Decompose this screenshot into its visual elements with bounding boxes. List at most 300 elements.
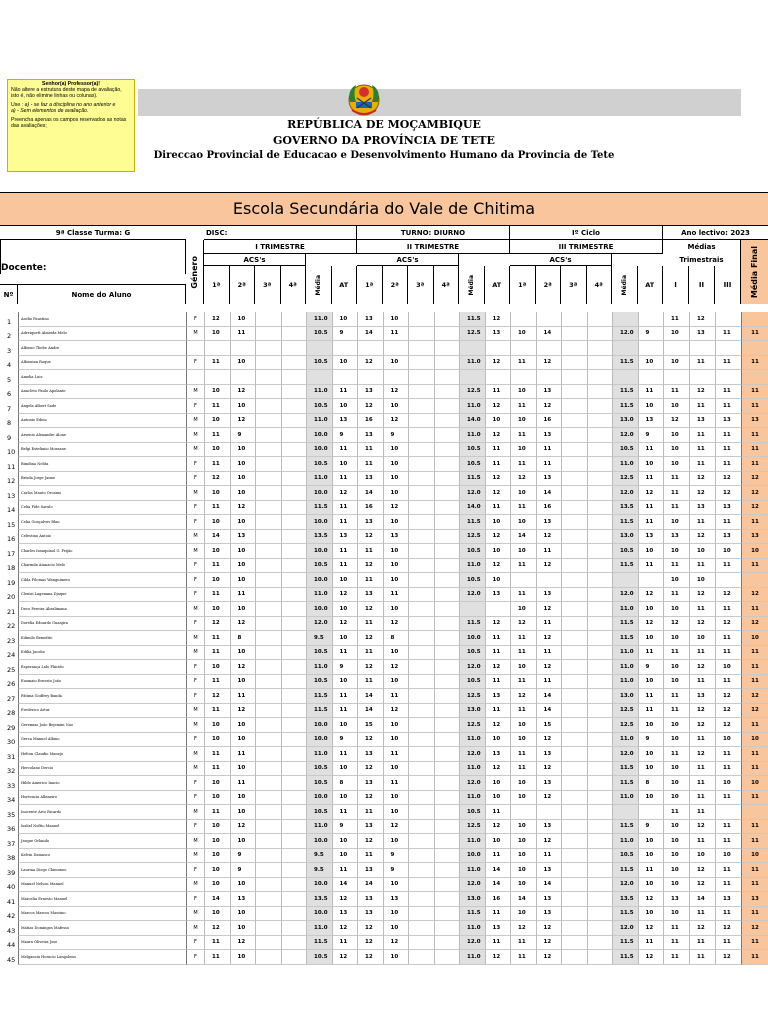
grade-t2-4[interactable]: 12.0 bbox=[459, 776, 485, 791]
grade-t2-4[interactable]: 11.0 bbox=[459, 921, 485, 936]
grade-t2-4[interactable] bbox=[459, 602, 485, 617]
grade-t2-0[interactable]: 11 bbox=[357, 573, 383, 588]
grade-t2-3[interactable] bbox=[434, 602, 460, 617]
grade-t3-0[interactable]: 10 bbox=[510, 718, 536, 733]
grade-t1-0[interactable]: 11 bbox=[204, 501, 230, 516]
grade-t3-0[interactable]: 11 bbox=[510, 631, 536, 646]
grade-t1-1[interactable]: 13 bbox=[230, 530, 256, 545]
grade-t2-4[interactable]: 12.0 bbox=[459, 878, 485, 893]
grade-t1-3[interactable] bbox=[281, 921, 307, 936]
grade-t3-5[interactable]: 9 bbox=[638, 820, 664, 835]
grade-t1-5[interactable]: 11 bbox=[332, 515, 358, 530]
grade-t3-3[interactable] bbox=[587, 820, 613, 835]
grade-t2-1[interactable]: 9 bbox=[383, 863, 409, 878]
grade-t1-0[interactable]: 11 bbox=[204, 457, 230, 472]
grade-t3-3[interactable] bbox=[587, 428, 613, 443]
grade-t1-5[interactable]: 10 bbox=[332, 834, 358, 849]
grade-t2-4[interactable]: 11.0 bbox=[459, 428, 485, 443]
grade-t2-0[interactable]: 11 bbox=[357, 443, 383, 458]
grade-t2-0[interactable]: 11 bbox=[357, 805, 383, 820]
grade-t3-0[interactable] bbox=[510, 370, 536, 385]
grade-t2-3[interactable] bbox=[434, 414, 460, 429]
grade-t3-2[interactable] bbox=[561, 631, 587, 646]
grade-t2-1[interactable]: 8 bbox=[383, 631, 409, 646]
grade-t2-1[interactable]: 10 bbox=[383, 791, 409, 806]
grade-t2-0[interactable]: 13 bbox=[357, 747, 383, 762]
grade-t3-3[interactable] bbox=[587, 907, 613, 922]
grade-t2-3[interactable] bbox=[434, 834, 460, 849]
grade-t2-4[interactable]: 11.0 bbox=[459, 356, 485, 371]
grade-t1-5[interactable]: 12 bbox=[332, 588, 358, 603]
grade-t1-5[interactable]: 11 bbox=[332, 559, 358, 574]
grade-t3-2[interactable] bbox=[561, 950, 587, 965]
grade-t2-3[interactable] bbox=[434, 805, 460, 820]
grade-t2-2[interactable] bbox=[408, 921, 434, 936]
grade-t2-0[interactable]: 16 bbox=[357, 414, 383, 429]
grade-t2-0[interactable]: 12 bbox=[357, 950, 383, 965]
grade-t1-5[interactable]: 11 bbox=[332, 805, 358, 820]
grade-t2-1[interactable]: 11 bbox=[383, 327, 409, 342]
grade-t1-5[interactable]: 10 bbox=[332, 849, 358, 864]
grade-t3-1[interactable] bbox=[536, 341, 562, 356]
grade-t2-0[interactable]: 14 bbox=[357, 486, 383, 501]
grade-t1-2[interactable] bbox=[255, 544, 281, 559]
grade-t1-4[interactable]: 11.5 bbox=[306, 704, 332, 719]
grade-t2-3[interactable] bbox=[434, 501, 460, 516]
grade-t2-1[interactable]: 10 bbox=[383, 573, 409, 588]
grade-t2-2[interactable] bbox=[408, 646, 434, 661]
grade-t3-5[interactable]: 10 bbox=[638, 907, 664, 922]
grade-t2-4[interactable]: 13.0 bbox=[459, 704, 485, 719]
grade-t2-2[interactable] bbox=[408, 428, 434, 443]
grade-t1-0[interactable]: 10 bbox=[204, 733, 230, 748]
grade-t3-5[interactable]: 11 bbox=[638, 646, 664, 661]
grade-t2-0[interactable]: 13 bbox=[357, 472, 383, 487]
grade-t2-2[interactable] bbox=[408, 399, 434, 414]
grade-t2-0[interactable]: 11 bbox=[357, 849, 383, 864]
grade-t1-0[interactable] bbox=[204, 370, 230, 385]
grade-t2-0[interactable]: 13 bbox=[357, 907, 383, 922]
grade-t2-0[interactable]: 13 bbox=[357, 892, 383, 907]
grade-t2-0[interactable]: 13 bbox=[357, 863, 383, 878]
grade-t2-4[interactable]: 11.5 bbox=[459, 312, 485, 327]
grade-t1-0[interactable]: 10 bbox=[204, 544, 230, 559]
grade-t1-0[interactable]: 10 bbox=[204, 834, 230, 849]
grade-t3-2[interactable] bbox=[561, 892, 587, 907]
grade-t2-2[interactable] bbox=[408, 689, 434, 704]
grade-t3-4[interactable]: 11.5 bbox=[612, 936, 638, 951]
grade-t1-3[interactable] bbox=[281, 501, 307, 516]
grade-t2-5[interactable]: 12 bbox=[485, 472, 511, 487]
grade-t3-2[interactable] bbox=[561, 356, 587, 371]
grade-t3-4[interactable]: 13.0 bbox=[612, 414, 638, 429]
grade-t2-0[interactable]: 13 bbox=[357, 515, 383, 530]
grade-t3-0[interactable]: 10 bbox=[510, 878, 536, 893]
grade-t3-1[interactable]: 16 bbox=[536, 414, 562, 429]
grade-t2-1[interactable]: 10 bbox=[383, 646, 409, 661]
grade-t1-3[interactable] bbox=[281, 370, 307, 385]
grade-t3-3[interactable] bbox=[587, 399, 613, 414]
grade-t3-0[interactable]: 10 bbox=[510, 486, 536, 501]
grade-t1-0[interactable]: 11 bbox=[204, 805, 230, 820]
grade-t1-3[interactable] bbox=[281, 559, 307, 574]
grade-t2-3[interactable] bbox=[434, 341, 460, 356]
grade-t1-5[interactable]: 10 bbox=[332, 399, 358, 414]
grade-t2-1[interactable]: 10 bbox=[383, 675, 409, 690]
grade-t1-2[interactable] bbox=[255, 457, 281, 472]
grade-t1-3[interactable] bbox=[281, 704, 307, 719]
grade-t1-4[interactable]: 13.5 bbox=[306, 530, 332, 545]
grade-t2-4[interactable]: 11.0 bbox=[459, 791, 485, 806]
grade-t1-2[interactable] bbox=[255, 617, 281, 632]
grade-t1-3[interactable] bbox=[281, 907, 307, 922]
grade-t1-2[interactable] bbox=[255, 646, 281, 661]
grade-t3-0[interactable]: 10 bbox=[510, 820, 536, 835]
grade-t1-1[interactable]: 10 bbox=[230, 486, 256, 501]
grade-t3-2[interactable] bbox=[561, 385, 587, 400]
grade-t3-2[interactable] bbox=[561, 776, 587, 791]
grade-t1-0[interactable]: 11 bbox=[204, 646, 230, 661]
grade-t2-4[interactable]: 10.5 bbox=[459, 805, 485, 820]
grade-t3-5[interactable]: 11 bbox=[638, 472, 664, 487]
grade-t3-5[interactable]: 9 bbox=[638, 428, 664, 443]
grade-t3-0[interactable] bbox=[510, 573, 536, 588]
grade-t2-1[interactable] bbox=[383, 341, 409, 356]
grade-t2-5[interactable]: 11 bbox=[485, 907, 511, 922]
grade-t2-4[interactable]: 11.0 bbox=[459, 834, 485, 849]
grade-t3-5[interactable]: 12 bbox=[638, 588, 664, 603]
grade-t3-3[interactable] bbox=[587, 689, 613, 704]
grade-t1-3[interactable] bbox=[281, 457, 307, 472]
grade-t2-1[interactable]: 10 bbox=[383, 718, 409, 733]
grade-t1-5[interactable]: 10 bbox=[332, 718, 358, 733]
grade-t3-4[interactable]: 11.0 bbox=[612, 646, 638, 661]
grade-t2-3[interactable] bbox=[434, 820, 460, 835]
grade-t1-0[interactable]: 10 bbox=[204, 776, 230, 791]
grade-t1-0[interactable]: 11 bbox=[204, 675, 230, 690]
grade-t3-1[interactable]: 12 bbox=[536, 950, 562, 965]
grade-t1-2[interactable] bbox=[255, 675, 281, 690]
grade-t3-4[interactable]: 10.5 bbox=[612, 443, 638, 458]
grade-t2-0[interactable]: 12 bbox=[357, 791, 383, 806]
grade-t2-4[interactable]: 12.5 bbox=[459, 530, 485, 545]
grade-t1-1[interactable]: 10 bbox=[230, 733, 256, 748]
grade-t1-4[interactable]: 10.0 bbox=[306, 443, 332, 458]
grade-t3-5[interactable] bbox=[638, 370, 664, 385]
grade-t3-5[interactable] bbox=[638, 805, 664, 820]
grade-t3-1[interactable]: 13 bbox=[536, 820, 562, 835]
grade-t1-4[interactable]: 10.5 bbox=[306, 457, 332, 472]
grade-t3-0[interactable]: 10 bbox=[510, 602, 536, 617]
grade-t2-1[interactable]: 12 bbox=[383, 385, 409, 400]
grade-t2-1[interactable]: 10 bbox=[383, 399, 409, 414]
grade-t1-4[interactable]: 10.5 bbox=[306, 762, 332, 777]
grade-t1-5[interactable]: 10 bbox=[332, 791, 358, 806]
grade-t1-0[interactable]: 11 bbox=[204, 631, 230, 646]
grade-t2-0[interactable]: 14 bbox=[357, 704, 383, 719]
grade-t1-1[interactable]: 12 bbox=[230, 501, 256, 516]
grade-t2-5[interactable]: 12 bbox=[485, 399, 511, 414]
grade-t3-0[interactable]: 11 bbox=[510, 950, 536, 965]
grade-t3-5[interactable]: 10 bbox=[638, 356, 664, 371]
grade-t3-4[interactable]: 11.5 bbox=[612, 950, 638, 965]
grade-t2-4[interactable]: 10.0 bbox=[459, 849, 485, 864]
grade-t2-4[interactable]: 12.5 bbox=[459, 820, 485, 835]
grade-t1-1[interactable]: 9 bbox=[230, 428, 256, 443]
grade-t1-2[interactable] bbox=[255, 776, 281, 791]
grade-t2-0[interactable]: 11 bbox=[357, 544, 383, 559]
grade-t3-3[interactable] bbox=[587, 486, 613, 501]
grade-t1-1[interactable]: 12 bbox=[230, 660, 256, 675]
grade-t1-5[interactable]: 10 bbox=[332, 573, 358, 588]
grade-t1-0[interactable]: 11 bbox=[204, 936, 230, 951]
grade-t3-1[interactable] bbox=[536, 805, 562, 820]
grade-t3-0[interactable]: 11 bbox=[510, 428, 536, 443]
grade-t1-5[interactable]: 11 bbox=[332, 936, 358, 951]
grade-t1-1[interactable]: 11 bbox=[230, 689, 256, 704]
grade-t2-1[interactable]: 11 bbox=[383, 776, 409, 791]
grade-t3-1[interactable]: 12 bbox=[536, 399, 562, 414]
grade-t3-3[interactable] bbox=[587, 921, 613, 936]
grade-t2-5[interactable]: 11 bbox=[485, 849, 511, 864]
grade-t1-0[interactable]: 10 bbox=[204, 327, 230, 342]
grade-t1-0[interactable]: 11 bbox=[204, 704, 230, 719]
grade-t3-2[interactable] bbox=[561, 704, 587, 719]
grade-t2-1[interactable]: 11 bbox=[383, 588, 409, 603]
grade-t2-2[interactable] bbox=[408, 602, 434, 617]
grade-t2-3[interactable] bbox=[434, 327, 460, 342]
grade-t1-5[interactable] bbox=[332, 341, 358, 356]
grade-t3-1[interactable]: 12 bbox=[536, 602, 562, 617]
grade-t1-3[interactable] bbox=[281, 312, 307, 327]
grade-t1-3[interactable] bbox=[281, 820, 307, 835]
grade-t3-4[interactable]: 11.0 bbox=[612, 733, 638, 748]
grade-t2-1[interactable]: 12 bbox=[383, 414, 409, 429]
grade-t1-4[interactable]: 10.0 bbox=[306, 791, 332, 806]
grade-t2-3[interactable] bbox=[434, 892, 460, 907]
grade-t1-2[interactable] bbox=[255, 863, 281, 878]
grade-t2-2[interactable] bbox=[408, 530, 434, 545]
grade-t2-2[interactable] bbox=[408, 472, 434, 487]
grade-t3-4[interactable]: 11.0 bbox=[612, 791, 638, 806]
grade-t1-2[interactable] bbox=[255, 791, 281, 806]
grade-t2-4[interactable]: 12.0 bbox=[459, 936, 485, 951]
grade-t2-5[interactable]: 10 bbox=[485, 733, 511, 748]
grade-t3-5[interactable] bbox=[638, 312, 664, 327]
grade-t1-1[interactable]: 10 bbox=[230, 457, 256, 472]
grade-t3-5[interactable]: 11 bbox=[638, 936, 664, 951]
grade-t1-4[interactable]: 10.0 bbox=[306, 907, 332, 922]
grade-t1-2[interactable] bbox=[255, 501, 281, 516]
grade-t1-4[interactable]: 11.0 bbox=[306, 472, 332, 487]
grade-t1-0[interactable]: 12 bbox=[204, 689, 230, 704]
grade-t2-4[interactable]: 14.0 bbox=[459, 501, 485, 516]
grade-t1-0[interactable]: 10 bbox=[204, 791, 230, 806]
grade-t1-5[interactable]: 11 bbox=[332, 472, 358, 487]
grade-t3-3[interactable] bbox=[587, 660, 613, 675]
grade-t1-1[interactable]: 10 bbox=[230, 573, 256, 588]
grade-t1-0[interactable]: 10 bbox=[204, 849, 230, 864]
grade-t2-1[interactable]: 10 bbox=[383, 457, 409, 472]
grade-t2-3[interactable] bbox=[434, 863, 460, 878]
grade-t2-5[interactable]: 12 bbox=[485, 660, 511, 675]
grade-t1-3[interactable] bbox=[281, 631, 307, 646]
grade-t3-5[interactable]: 12 bbox=[638, 617, 664, 632]
grade-t3-0[interactable]: 10 bbox=[510, 327, 536, 342]
grade-t3-2[interactable] bbox=[561, 878, 587, 893]
grade-t2-1[interactable]: 10 bbox=[383, 805, 409, 820]
grade-t2-1[interactable]: 9 bbox=[383, 849, 409, 864]
grade-t1-0[interactable]: 12 bbox=[204, 921, 230, 936]
grade-t2-5[interactable]: 12 bbox=[485, 312, 511, 327]
grade-t2-2[interactable] bbox=[408, 805, 434, 820]
grade-t1-1[interactable]: 10 bbox=[230, 559, 256, 574]
grade-t2-5[interactable]: 10 bbox=[485, 544, 511, 559]
grade-t2-4[interactable]: 14.0 bbox=[459, 414, 485, 429]
grade-t1-0[interactable]: 11 bbox=[204, 747, 230, 762]
grade-t1-5[interactable]: 9 bbox=[332, 733, 358, 748]
grade-t1-4[interactable] bbox=[306, 341, 332, 356]
grade-t3-4[interactable]: 11.5 bbox=[612, 385, 638, 400]
grade-t3-2[interactable] bbox=[561, 907, 587, 922]
grade-t3-4[interactable]: 12.0 bbox=[612, 486, 638, 501]
grade-t1-1[interactable] bbox=[230, 370, 256, 385]
grade-t2-3[interactable] bbox=[434, 762, 460, 777]
grade-t2-5[interactable]: 12 bbox=[485, 617, 511, 632]
grade-t3-5[interactable]: 10 bbox=[638, 602, 664, 617]
grade-t1-3[interactable] bbox=[281, 776, 307, 791]
grade-t3-2[interactable] bbox=[561, 428, 587, 443]
grade-t1-3[interactable] bbox=[281, 660, 307, 675]
grade-t3-1[interactable] bbox=[536, 312, 562, 327]
grade-t3-5[interactable]: 10 bbox=[638, 718, 664, 733]
grade-t2-0[interactable]: 13 bbox=[357, 312, 383, 327]
grade-t3-3[interactable] bbox=[587, 892, 613, 907]
grade-t2-0[interactable]: 13 bbox=[357, 588, 383, 603]
grade-t2-3[interactable] bbox=[434, 704, 460, 719]
grade-t1-1[interactable]: 10 bbox=[230, 515, 256, 530]
grade-t3-4[interactable]: 11.5 bbox=[612, 617, 638, 632]
grade-t3-3[interactable] bbox=[587, 733, 613, 748]
grade-t1-0[interactable]: 10 bbox=[204, 486, 230, 501]
grade-t3-2[interactable] bbox=[561, 457, 587, 472]
grade-t3-2[interactable] bbox=[561, 515, 587, 530]
grade-t2-0[interactable]: 16 bbox=[357, 501, 383, 516]
grade-t3-5[interactable]: 11 bbox=[638, 385, 664, 400]
grade-t1-0[interactable]: 14 bbox=[204, 530, 230, 545]
grade-t3-1[interactable]: 12 bbox=[536, 631, 562, 646]
grade-t1-2[interactable] bbox=[255, 312, 281, 327]
grade-t3-5[interactable]: 13 bbox=[638, 530, 664, 545]
grade-t2-5[interactable]: 12 bbox=[485, 718, 511, 733]
grade-t1-1[interactable]: 10 bbox=[230, 646, 256, 661]
grade-t1-2[interactable] bbox=[255, 486, 281, 501]
grade-t1-5[interactable]: 10 bbox=[332, 762, 358, 777]
grade-t3-2[interactable] bbox=[561, 834, 587, 849]
grade-t1-1[interactable]: 10 bbox=[230, 791, 256, 806]
grade-t1-2[interactable] bbox=[255, 834, 281, 849]
grade-t3-4[interactable]: 13.5 bbox=[612, 892, 638, 907]
grade-t2-1[interactable]: 10 bbox=[383, 762, 409, 777]
grade-t1-5[interactable]: 12 bbox=[332, 617, 358, 632]
grade-t3-1[interactable]: 13 bbox=[536, 747, 562, 762]
grade-t3-4[interactable]: 12.0 bbox=[612, 747, 638, 762]
grade-t2-3[interactable] bbox=[434, 559, 460, 574]
grade-t1-2[interactable] bbox=[255, 878, 281, 893]
grade-t3-1[interactable]: 13 bbox=[536, 907, 562, 922]
grade-t1-5[interactable]: 10 bbox=[332, 312, 358, 327]
grade-t1-3[interactable] bbox=[281, 443, 307, 458]
grade-t1-2[interactable] bbox=[255, 849, 281, 864]
grade-t1-3[interactable] bbox=[281, 675, 307, 690]
grade-t1-2[interactable] bbox=[255, 733, 281, 748]
grade-t1-3[interactable] bbox=[281, 515, 307, 530]
grade-t3-0[interactable]: 11 bbox=[510, 704, 536, 719]
grade-t1-0[interactable]: 10 bbox=[204, 718, 230, 733]
grade-t3-1[interactable]: 12 bbox=[536, 733, 562, 748]
grade-t1-5[interactable]: 11 bbox=[332, 747, 358, 762]
grade-t1-4[interactable] bbox=[306, 370, 332, 385]
grade-t2-1[interactable]: 12 bbox=[383, 660, 409, 675]
grade-t1-2[interactable] bbox=[255, 385, 281, 400]
grade-t3-1[interactable]: 13 bbox=[536, 892, 562, 907]
grade-t2-3[interactable] bbox=[434, 443, 460, 458]
grade-t2-3[interactable] bbox=[434, 544, 460, 559]
grade-t2-5[interactable]: 13 bbox=[485, 921, 511, 936]
grade-t2-3[interactable] bbox=[434, 936, 460, 951]
grade-t1-2[interactable] bbox=[255, 602, 281, 617]
grade-t2-1[interactable]: 10 bbox=[383, 921, 409, 936]
grade-t1-3[interactable] bbox=[281, 863, 307, 878]
grade-t3-3[interactable] bbox=[587, 327, 613, 342]
grade-t2-4[interactable]: 11.0 bbox=[459, 733, 485, 748]
grade-t2-1[interactable]: 12 bbox=[383, 617, 409, 632]
grade-t2-5[interactable]: 12 bbox=[485, 530, 511, 545]
grade-t3-3[interactable] bbox=[587, 704, 613, 719]
grade-t3-4[interactable]: 10.5 bbox=[612, 849, 638, 864]
grade-t2-0[interactable]: 12 bbox=[357, 631, 383, 646]
grade-t3-0[interactable]: 10 bbox=[510, 791, 536, 806]
grade-t2-5[interactable]: 14 bbox=[485, 863, 511, 878]
grade-t1-2[interactable] bbox=[255, 631, 281, 646]
grade-t3-1[interactable]: 12 bbox=[536, 530, 562, 545]
grade-t1-4[interactable]: 13.5 bbox=[306, 892, 332, 907]
grade-t1-5[interactable]: 11 bbox=[332, 544, 358, 559]
grade-t2-3[interactable] bbox=[434, 776, 460, 791]
grade-t1-4[interactable]: 10.0 bbox=[306, 878, 332, 893]
grade-t3-5[interactable]: 11 bbox=[638, 501, 664, 516]
grade-t1-4[interactable]: 9.5 bbox=[306, 863, 332, 878]
grade-t2-3[interactable] bbox=[434, 747, 460, 762]
grade-t1-2[interactable] bbox=[255, 820, 281, 835]
grade-t3-2[interactable] bbox=[561, 530, 587, 545]
grade-t3-5[interactable]: 10 bbox=[638, 631, 664, 646]
grade-t1-1[interactable] bbox=[230, 341, 256, 356]
grade-t1-0[interactable] bbox=[204, 341, 230, 356]
grade-t1-1[interactable]: 11 bbox=[230, 327, 256, 342]
grade-t3-3[interactable] bbox=[587, 776, 613, 791]
grade-t2-3[interactable] bbox=[434, 385, 460, 400]
grade-t3-2[interactable] bbox=[561, 544, 587, 559]
grade-t2-4[interactable]: 11.0 bbox=[459, 762, 485, 777]
grade-t2-0[interactable]: 13 bbox=[357, 776, 383, 791]
grade-t1-1[interactable]: 10 bbox=[230, 602, 256, 617]
grade-t1-4[interactable]: 11.0 bbox=[306, 414, 332, 429]
grade-t1-0[interactable]: 11 bbox=[204, 428, 230, 443]
grade-t3-0[interactable]: 10 bbox=[510, 544, 536, 559]
grade-t3-5[interactable]: 12 bbox=[638, 486, 664, 501]
grade-t3-3[interactable] bbox=[587, 631, 613, 646]
